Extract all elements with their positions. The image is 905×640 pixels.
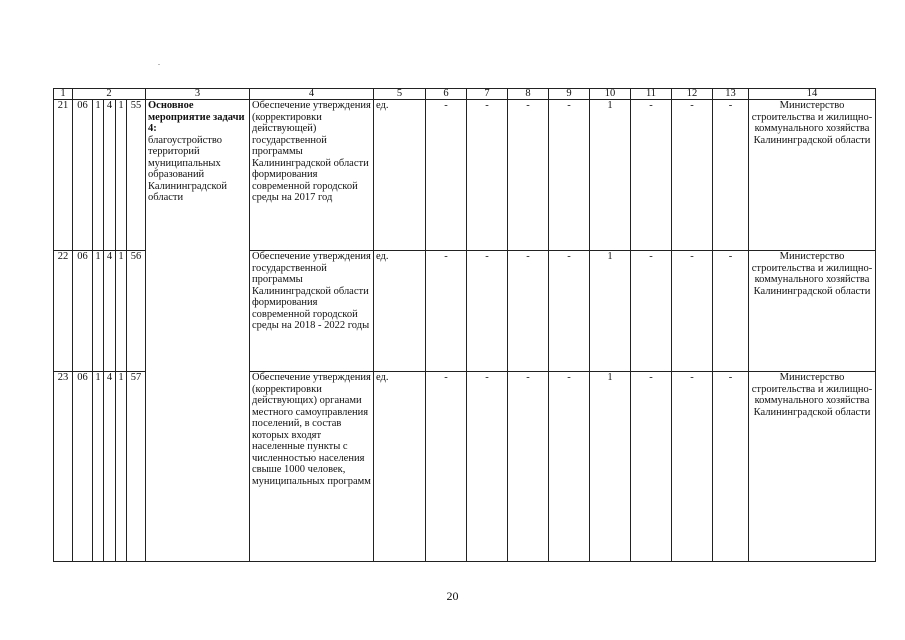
row-number: 21 (54, 100, 73, 251)
header-row (54, 89, 876, 100)
event-cell (146, 100, 250, 562)
value-cell: - (672, 372, 713, 562)
header-cell: 8 (508, 89, 549, 100)
header-cell: 1 (54, 89, 73, 100)
unit-cell: ед. (374, 251, 426, 372)
value-cell: - (549, 100, 590, 251)
code-cell: 56 (127, 251, 146, 372)
page-mark (158, 64, 160, 65)
code-cell: 4 (104, 372, 116, 562)
code-cell: 1 (116, 251, 127, 372)
header-cell: 14 (749, 89, 876, 100)
event-title: Основное мероприятие задачи 4: (148, 100, 245, 134)
header-cell: 4 (250, 89, 374, 100)
value-cell: - (631, 100, 672, 251)
row-number: 22 (54, 251, 73, 372)
header-cell: 5 (374, 89, 426, 100)
value-cell: 1 (590, 251, 631, 372)
ministry-cell: Министерство строительства и жилищно-коммунального хозяйства Калининградской области (749, 251, 876, 372)
value-cell: - (631, 372, 672, 562)
code-cell: 1 (93, 100, 104, 251)
header-cell: 9 (549, 89, 590, 100)
code-cell: 1 (93, 251, 104, 372)
page-number: 20 (446, 589, 459, 603)
value-cell: - (713, 100, 749, 251)
description-cell: Обеспечение утверждения (корректировки действующих) органами местного самоуправления поселений, в состав которых входят населенные пункты с численностью населения свыше 1000 человек, муниципальных программ (250, 372, 374, 562)
header-cell: 11 (631, 89, 672, 100)
value-cell: - (426, 100, 467, 251)
header-cell: 12 (672, 89, 713, 100)
value-cell: - (508, 100, 549, 251)
value-cell: - (467, 251, 508, 372)
code-cell: 1 (116, 372, 127, 562)
value-cell: 1 (590, 372, 631, 562)
ministry-cell: Министерство строительства и жилищно-коммунального хозяйства Калининградской области (749, 100, 876, 251)
value-cell: - (467, 100, 508, 251)
value-cell: - (426, 251, 467, 372)
value-cell: - (426, 372, 467, 562)
header-cell: 7 (467, 89, 508, 100)
value-cell: - (631, 251, 672, 372)
value-cell: - (549, 372, 590, 562)
code-cell: 1 (116, 100, 127, 251)
ministry-cell: Министерство строительства и жилищно-коммунального хозяйства Калининградской области (749, 372, 876, 562)
header-cell: 13 (713, 89, 749, 100)
description-cell: Обеспечение утверждения государственной программы Калининградской области формирования современной городской среды на 2018 - 2022 годы (250, 251, 374, 372)
code-cell: 55 (127, 100, 146, 251)
program-table (53, 88, 876, 562)
value-cell: - (508, 372, 549, 562)
code-cell: 06 (73, 372, 93, 562)
value-cell: 1 (590, 100, 631, 251)
code-cell: 4 (104, 100, 116, 251)
value-cell: - (713, 372, 749, 562)
value-cell: - (672, 100, 713, 251)
table-row (54, 100, 876, 251)
header-cell: 6 (426, 89, 467, 100)
code-cell: 4 (104, 251, 116, 372)
header-cell: 2 (73, 89, 146, 100)
row-number: 23 (54, 372, 73, 562)
code-cell: 57 (127, 372, 146, 562)
header-cell: 10 (590, 89, 631, 100)
code-cell: 1 (93, 372, 104, 562)
unit-cell: ед. (374, 100, 426, 251)
value-cell: - (467, 372, 508, 562)
value-cell: - (508, 251, 549, 372)
code-cell: 06 (73, 251, 93, 372)
value-cell: - (672, 251, 713, 372)
value-cell: - (713, 251, 749, 372)
unit-cell: ед. (374, 372, 426, 562)
code-cell: 06 (73, 100, 93, 251)
description-cell: Обеспечение утверждения (корректировки действующей) государственной программы Калининградской области формирования современной городской среды на 2017 год (250, 100, 374, 251)
header-cell: 3 (146, 89, 250, 100)
event-text: благоустройство территорий муниципальных образований Калининградской области (148, 134, 227, 203)
value-cell: - (549, 251, 590, 372)
